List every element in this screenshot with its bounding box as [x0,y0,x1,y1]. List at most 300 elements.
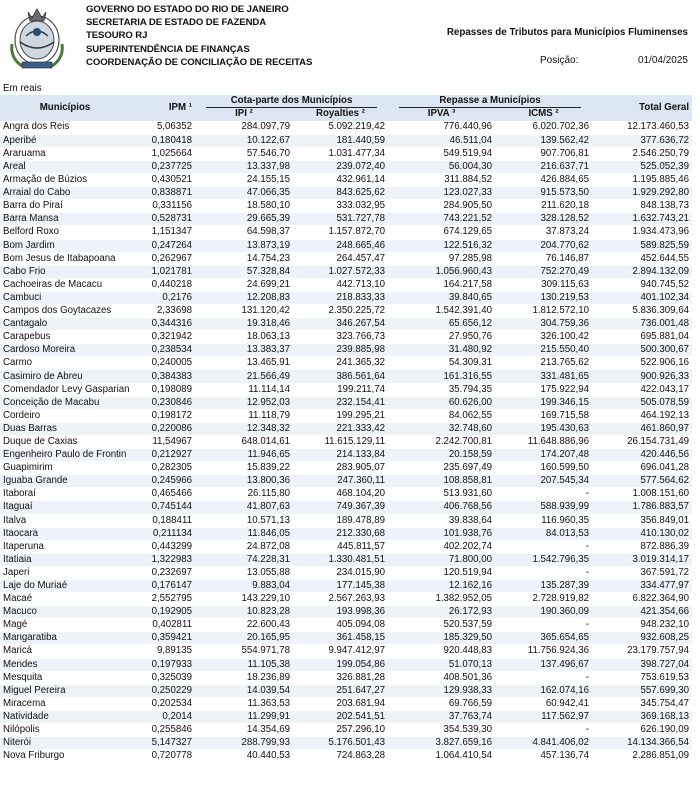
municipio-cell: Duas Barras [0,422,130,435]
royalties-cell: 5.092.219,42 [293,121,388,134]
table-row [0,121,692,134]
table-row [0,213,692,226]
ipm-cell: 0,232697 [130,566,195,579]
total-cell: 356.849,01 [592,514,692,527]
table-row [0,737,692,750]
ipva-cell: 920.448,83 [388,645,495,658]
ipi-cell: 14.754,23 [195,252,293,265]
table-row [0,750,692,763]
ipi-cell: 14.354,69 [195,724,293,737]
ipm-cell: 0,192905 [130,606,195,619]
table-row [0,409,692,422]
group-repasse [388,95,592,108]
ipm-cell: 0,202534 [130,697,195,710]
royalties-cell: 326.881,28 [293,671,388,684]
ipi-cell: 12.348,32 [195,422,293,435]
table-row [0,174,692,187]
ipi-cell: 40.440,53 [195,750,293,763]
icms-cell: 328.128,52 [495,213,592,226]
icms-cell: 907.706,81 [495,147,592,160]
icms-cell: 199.346,15 [495,396,592,409]
ipva-cell: 2.242.700,81 [388,435,495,448]
ipva-cell: 60.626,00 [388,396,495,409]
municipio-cell: Macuco [0,606,130,619]
ipi-cell: 24.699,21 [195,278,293,291]
table-row [0,160,692,173]
royalties-cell: 1.027.572,33 [293,265,388,278]
royalties-cell: 241.365,32 [293,357,388,370]
organization-block [86,3,312,69]
table-row [0,566,692,579]
icms-cell: 365.654,65 [495,632,592,645]
ipi-cell: 284.097,79 [195,121,293,134]
table-row [0,252,692,265]
royalties-cell: 333.032,95 [293,200,388,213]
icms-cell: 309.115,63 [495,278,592,291]
table-row [0,134,692,147]
municipio-cell: Italva [0,514,130,527]
ipm-cell: 0,240005 [130,357,195,370]
municipio-cell: Itaocara [0,527,130,540]
total-cell: 345.754,47 [592,697,692,710]
total-cell: 696.041,28 [592,462,692,475]
icms-cell: 190.360,09 [495,606,592,619]
ipi-cell: 10.823,28 [195,606,293,619]
ipi-cell: 10.122,67 [195,134,293,147]
municipio-cell: Barra Mansa [0,213,130,226]
group-cota-parte-label: Cota-parte dos Municípios [206,95,377,108]
ipi-cell: 24.155,15 [195,174,293,187]
ipm-cell: 0,176147 [130,579,195,592]
municipio-cell: Bom Jardim [0,239,130,252]
total-cell: 505.078,59 [592,396,692,409]
ipva-cell: 129.938,33 [388,684,495,697]
royalties-cell: 212.330,68 [293,527,388,540]
table-row [0,645,692,658]
icms-cell: 162.074,16 [495,684,592,697]
ipva-cell: 674.129,65 [388,226,495,239]
royalties-cell: 234.015,90 [293,566,388,579]
royalties-cell: 724.863,28 [293,750,388,763]
royalties-cell: 251.647,27 [293,684,388,697]
coat-of-arms-icon [6,2,68,72]
ipi-cell: 9.883,04 [195,579,293,592]
ipva-cell: 56.004,30 [388,160,495,173]
group-repasse-label: Repasse a Municípios [399,95,581,108]
icms-cell: 1.812.572,10 [495,305,592,318]
table-row [0,291,692,304]
ipva-cell: 1.382.952,05 [388,593,495,606]
ipm-cell: 0,197933 [130,658,195,671]
table-row [0,449,692,462]
ipva-cell: 408.501,36 [388,671,495,684]
table-row [0,579,692,592]
royalties-cell: 218.833,33 [293,291,388,304]
royalties-cell: 199.211,74 [293,383,388,396]
table-row [0,671,692,684]
icms-cell: - [495,488,592,501]
total-cell: 872.886,39 [592,540,692,553]
royalties-cell: 239.885,98 [293,344,388,357]
icms-cell: 139.562,42 [495,134,592,147]
royalties-cell: 199.054,86 [293,658,388,671]
royalties-cell: 9.947.412,97 [293,645,388,658]
ipva-cell: 743.221,52 [388,213,495,226]
ipm-cell: 0,188411 [130,514,195,527]
royalties-cell: 239.072,40 [293,160,388,173]
municipio-cell: Laje do Muriaé [0,579,130,592]
icms-cell: 11.648.886,96 [495,435,592,448]
icms-cell: 117.562,97 [495,710,592,723]
total-cell: 26.154.731,49 [592,435,692,448]
table-row [0,462,692,475]
municipio-cell: Areal [0,160,130,173]
icms-cell: 588.939,99 [495,501,592,514]
icms-cell: - [495,566,592,579]
table-row [0,278,692,291]
table-row [0,553,692,566]
ipi-cell: 13.800,36 [195,475,293,488]
ipva-cell: 51.070,13 [388,658,495,671]
ipi-cell: 12.208,83 [195,291,293,304]
total-cell: 2.546.250,79 [592,147,692,160]
ipva-cell: 69.766,59 [388,697,495,710]
icms-cell: - [495,671,592,684]
total-cell: 1.632.743,21 [592,213,692,226]
org-line-secretaria: SECRETARIA DE ESTADO DE FAZENDA [86,17,267,29]
position-label: Posição: [540,55,579,66]
icms-cell: 211.620,18 [495,200,592,213]
units-note: Em reais [3,83,42,94]
municipio-cell: Itaperuna [0,540,130,553]
ipm-cell: 0,321942 [130,331,195,344]
total-cell: 900.926,33 [592,370,692,383]
ipi-cell: 11.114,14 [195,383,293,396]
table-row [0,658,692,671]
municipio-cell: Maricá [0,645,130,658]
table-header [0,95,692,121]
royalties-cell: 361.458,15 [293,632,388,645]
ipm-cell: 0,465466 [130,488,195,501]
table-row [0,318,692,331]
table-row [0,684,692,697]
ipm-cell: 0,180418 [130,134,195,147]
table-row [0,331,692,344]
ipm-cell: 0,247264 [130,239,195,252]
municipio-cell: Mangaratiba [0,632,130,645]
icms-cell: 326.100,42 [495,331,592,344]
ipi-cell: 13.055,88 [195,566,293,579]
ipm-cell: 0,198089 [130,383,195,396]
royalties-cell: 189.478,89 [293,514,388,527]
municipio-cell: Campos dos Goytacazes [0,305,130,318]
icms-cell: 130.219,53 [495,291,592,304]
royalties-cell: 1.330.481,51 [293,553,388,566]
icms-cell: 4.841.406,02 [495,737,592,750]
ipm-cell: 0,2014 [130,710,195,723]
ipva-cell: 235.697,49 [388,462,495,475]
col-ipva: IPVA ³ [388,108,495,121]
ipva-cell: 39.840,65 [388,291,495,304]
municipio-cell: Guapimirim [0,462,130,475]
total-cell: 525.052,39 [592,160,692,173]
municipio-cell: Cardoso Moreira [0,344,130,357]
ipi-cell: 41.807,63 [195,501,293,514]
ipm-cell: 0,262967 [130,252,195,265]
icms-cell: - [495,540,592,553]
municipio-cell: Itaguaí [0,501,130,514]
ipi-cell: 13.465,91 [195,357,293,370]
table-row [0,226,692,239]
municipio-cell: Engenheiro Paulo de Frontin [0,449,130,462]
position-date: 01/04/2025 [637,55,688,66]
total-cell: 1.195.885,46 [592,174,692,187]
ipm-cell: 1,322983 [130,553,195,566]
municipio-cell: Carmo [0,357,130,370]
ipva-cell: 39.838,64 [388,514,495,527]
table-row [0,724,692,737]
group-cota-parte [195,95,388,108]
municipio-cell: Barra do Piraí [0,200,130,213]
icms-cell: 37.873,24 [495,226,592,239]
royalties-cell: 323.766,73 [293,331,388,344]
municipio-cell: Cantagalo [0,318,130,331]
total-cell: 401.102,34 [592,291,692,304]
ipi-cell: 131.120,42 [195,305,293,318]
municipio-cell: Mesquita [0,671,130,684]
transfers-table [0,95,692,763]
table-row [0,357,692,370]
ipva-cell: 101.938,76 [388,527,495,540]
ipi-cell: 18.063,13 [195,331,293,344]
municipio-cell: Iguaba Grande [0,475,130,488]
icms-cell: 426.884,65 [495,174,592,187]
ipi-cell: 47.066,35 [195,187,293,200]
total-cell: 522.906,16 [592,357,692,370]
royalties-cell: 5.176.501,43 [293,737,388,750]
ipi-cell: 648.014,61 [195,435,293,448]
icms-cell: 195.430,63 [495,422,592,435]
table-row [0,606,692,619]
royalties-cell: 232.154,41 [293,396,388,409]
ipva-cell: 1.064.410,54 [388,750,495,763]
ipm-cell: 0,384383 [130,370,195,383]
table-row [0,619,692,632]
royalties-cell: 1.031.477,34 [293,147,388,160]
ipva-cell: 311.884,52 [388,174,495,187]
municipio-cell: Araruama [0,147,130,160]
royalties-cell: 193.998,36 [293,606,388,619]
report-header [0,0,700,78]
ipm-cell: 0,198172 [130,409,195,422]
ipm-cell: 0,2176 [130,291,195,304]
ipm-cell: 0,838871 [130,187,195,200]
ipm-cell: 11,54967 [130,435,195,448]
royalties-cell: 749.367,39 [293,501,388,514]
ipi-cell: 24.872,08 [195,540,293,553]
ipm-cell: 0,237725 [130,160,195,173]
total-cell: 420.446,56 [592,449,692,462]
ipm-cell: 1,021781 [130,265,195,278]
ipi-cell: 14.039,54 [195,684,293,697]
royalties-cell: 202.541,51 [293,710,388,723]
icms-cell: 215.550,40 [495,344,592,357]
municipio-cell: Comendador Levy Gasparian [0,383,130,396]
ipva-cell: 27.950,76 [388,331,495,344]
municipio-cell: Miguel Pereira [0,684,130,697]
table-row [0,187,692,200]
total-cell: 377.636,72 [592,134,692,147]
royalties-cell: 11.615.129,11 [293,435,388,448]
ipm-cell: 0,443299 [130,540,195,553]
table-row [0,527,692,540]
municipio-cell: Miracema [0,697,130,710]
municipio-cell: Magé [0,619,130,632]
municipio-cell: Niterói [0,737,130,750]
total-cell: 2.286.851,09 [592,750,692,763]
ipva-cell: 122.516,32 [388,239,495,252]
royalties-cell: 843.625,62 [293,187,388,200]
total-cell: 500.300,67 [592,344,692,357]
total-cell: 932.608,25 [592,632,692,645]
ipva-cell: 161.316,55 [388,370,495,383]
royalties-cell: 181.440,59 [293,134,388,147]
ipi-cell: 20.165,95 [195,632,293,645]
royalties-cell: 1.157.872,70 [293,226,388,239]
total-cell: 557.699,30 [592,684,692,697]
ipva-cell: 108.858,81 [388,475,495,488]
icms-cell: 207.545,34 [495,475,592,488]
ipi-cell: 29.665,39 [195,213,293,226]
royalties-cell: 247.360,11 [293,475,388,488]
municipio-cell: Casimiro de Abreu [0,370,130,383]
col-ipi: IPI ² [195,108,293,121]
org-line-superintendencia: SUPERINTENDÊNCIA DE FINANÇAS [86,43,250,55]
ipi-cell: 13.383,37 [195,344,293,357]
table-body [0,121,692,763]
col-icms: ICMS ² [495,108,592,121]
total-cell: 1.929.292,80 [592,187,692,200]
municipio-cell: Armação de Búzios [0,174,130,187]
table-row [0,265,692,278]
icms-cell: 175.922,94 [495,383,592,396]
total-cell: 369.168,13 [592,710,692,723]
ipi-cell: 74.228,31 [195,553,293,566]
total-cell: 6.822.364,90 [592,593,692,606]
royalties-cell: 257.296,10 [293,724,388,737]
royalties-cell: 264.457,47 [293,252,388,265]
total-cell: 1.786.883,57 [592,501,692,514]
table-row [0,710,692,723]
col-total-geral: Total Geral [592,95,692,121]
royalties-cell: 531.727,78 [293,213,388,226]
ipm-cell: 0,245966 [130,475,195,488]
ipm-cell: 1,025664 [130,147,195,160]
table-row [0,239,692,252]
total-cell: 464.192,13 [592,409,692,422]
total-cell: 334.477,97 [592,579,692,592]
total-cell: 422.043,17 [592,383,692,396]
ipva-cell: 123.027,33 [388,187,495,200]
ipi-cell: 57.328,84 [195,265,293,278]
total-cell: 367.591,72 [592,566,692,579]
table-row [0,344,692,357]
royalties-cell: 405.094,08 [293,619,388,632]
icms-cell: 6.020.702,36 [495,121,592,134]
icms-cell: 304.759,36 [495,318,592,331]
total-cell: 5.836.309,64 [592,305,692,318]
total-cell: 421.354,66 [592,606,692,619]
ipva-cell: 26.172,93 [388,606,495,619]
table-row [0,488,692,501]
municipio-cell: Macaé [0,593,130,606]
municipio-cell: Natividade [0,710,130,723]
total-cell: 410.130,02 [592,527,692,540]
ipva-cell: 20.158,59 [388,449,495,462]
ipm-cell: 0,359421 [130,632,195,645]
total-cell: 589.825,59 [592,239,692,252]
royalties-cell: 203.681,94 [293,697,388,710]
ipva-cell: 37.763,74 [388,710,495,723]
ipm-cell: 0,430521 [130,174,195,187]
total-cell: 12.173.460,53 [592,121,692,134]
ipva-cell: 71.800,00 [388,553,495,566]
total-cell: 1.934.473,96 [592,226,692,239]
ipi-cell: 11.946,65 [195,449,293,462]
municipio-cell: Conceição de Macabu [0,396,130,409]
ipva-cell: 164.217,58 [388,278,495,291]
icms-cell: 11.756.924,36 [495,645,592,658]
municipio-cell: Cambuci [0,291,130,304]
icms-cell: 160.599,50 [495,462,592,475]
ipi-cell: 18.236,89 [195,671,293,684]
ipi-cell: 288.799,93 [195,737,293,750]
municipio-cell: Mendes [0,658,130,671]
ipva-cell: 84.062,55 [388,409,495,422]
table-row [0,697,692,710]
ipm-cell: 0,250229 [130,684,195,697]
icms-cell: 84.013,53 [495,527,592,540]
royalties-cell: 221.333,42 [293,422,388,435]
ipm-cell: 0,440218 [130,278,195,291]
municipio-cell: Cabo Frio [0,265,130,278]
ipva-cell: 31.480,92 [388,344,495,357]
table-row [0,422,692,435]
ipva-cell: 1.056.960,43 [388,265,495,278]
table-row [0,396,692,409]
table-row [0,200,692,213]
icms-cell: 169.715,58 [495,409,592,422]
municipio-cell: Duque de Caxias [0,435,130,448]
ipi-cell: 143.229,10 [195,593,293,606]
total-cell: 753.619,53 [592,671,692,684]
ipva-cell: 406.768,56 [388,501,495,514]
ipm-cell: 0,745144 [130,501,195,514]
royalties-cell: 2.567.263,93 [293,593,388,606]
total-cell: 695.881,04 [592,331,692,344]
royalties-cell: 346.267,54 [293,318,388,331]
ipi-cell: 19.318,46 [195,318,293,331]
ipm-cell: 0,528731 [130,213,195,226]
icms-cell: 76.146,87 [495,252,592,265]
org-line-coordenacao: COORDENAÇÃO DE CONCILIAÇÃO DE RECEITAS [86,56,313,68]
ipva-cell: 46.511,04 [388,134,495,147]
ipm-cell: 0,344316 [130,318,195,331]
royalties-cell: 199.295,21 [293,409,388,422]
municipio-cell: Arraial do Cabo [0,187,130,200]
ipm-cell: 9,89135 [130,645,195,658]
col-royalties: Royalties ² [293,108,388,121]
